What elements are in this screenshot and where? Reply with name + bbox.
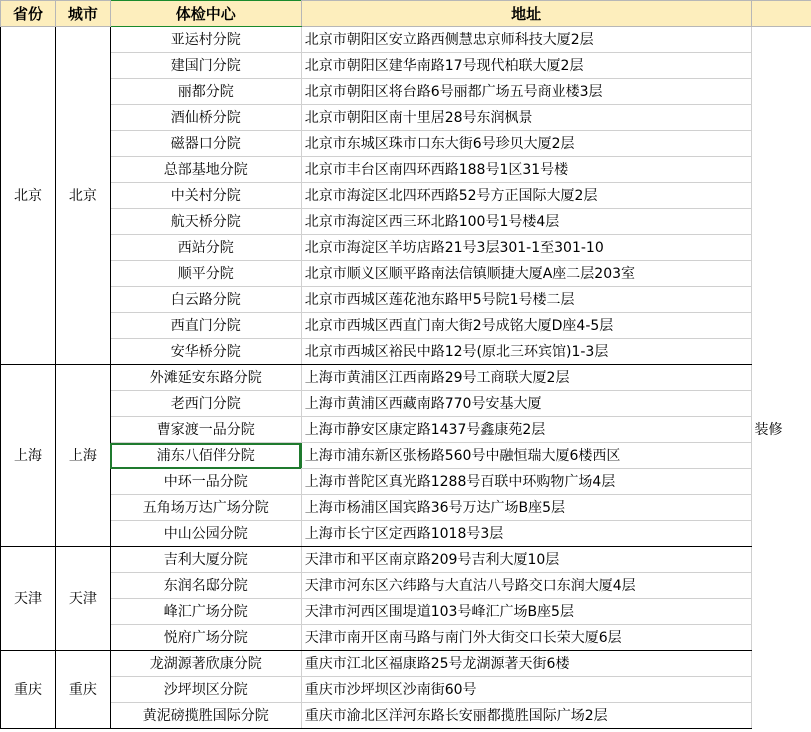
address-cell[interactable]: 北京市海淀区西三环北路100号1号楼4层 [301, 209, 751, 235]
city-cell[interactable]: 天津 [55, 547, 110, 651]
table-row [1, 157, 811, 183]
header-row [1, 1, 811, 27]
empty-cell[interactable] [751, 391, 811, 417]
selected-cell[interactable]: 浦东八佰伴分院 [110, 443, 301, 469]
table-row [1, 469, 811, 495]
table-row [1, 391, 811, 417]
empty-cell[interactable] [751, 677, 811, 703]
table-row [1, 443, 811, 469]
table-row [1, 677, 811, 703]
address-cell[interactable]: 上海市杨浦区国宾路36号万达广场B座5层 [301, 495, 751, 521]
table-row [1, 625, 811, 651]
center-name-cell[interactable]: 峰汇广场分院 [110, 599, 301, 625]
address-cell[interactable]: 天津市河西区围堤道103号峰汇广场B座5层 [301, 599, 751, 625]
empty-cell[interactable] [751, 53, 811, 79]
center-name-cell[interactable]: 顺平分院 [110, 261, 301, 287]
province-cell[interactable]: 重庆 [1, 651, 56, 729]
address-cell[interactable]: 北京市朝阳区建华南路17号现代柏联大厦2层 [301, 53, 751, 79]
table-row [1, 235, 811, 261]
table-row [1, 573, 811, 599]
header-address[interactable]: 地址 [301, 1, 751, 27]
address-cell[interactable]: 重庆市江北区福康路25号龙湖源著天街6楼 [301, 651, 751, 677]
address-cell[interactable]: 北京市西城区裕民中路12号(原北三环宾馆)1-3层 [301, 339, 751, 365]
center-name-cell[interactable]: 西直门分院 [110, 313, 301, 339]
center-name-cell[interactable]: 吉利大厦分院 [110, 547, 301, 573]
center-name-cell[interactable]: 亚运村分院 [110, 27, 301, 53]
empty-cell[interactable] [751, 365, 811, 391]
address-cell[interactable]: 上海市普陀区真光路1288号百联中环购物广场4层 [301, 469, 751, 495]
empty-cell[interactable] [751, 547, 811, 573]
empty-cell[interactable] [751, 131, 811, 157]
empty-cell[interactable] [751, 625, 811, 651]
empty-cell[interactable] [751, 495, 811, 521]
address-cell[interactable]: 上海市黄浦区江西南路29号工商联大厦2层 [301, 365, 751, 391]
address-cell[interactable]: 上海市长宁区定西路1018号3层 [301, 521, 751, 547]
table-row [1, 313, 811, 339]
table-row [1, 261, 811, 287]
table-row [1, 703, 811, 729]
center-name-cell[interactable]: 白云路分院 [110, 287, 301, 313]
address-cell[interactable]: 北京市东城区珠市口东大街6号珍贝大厦2层 [301, 131, 751, 157]
empty-cell[interactable] [751, 703, 811, 729]
empty-cell[interactable] [751, 27, 811, 53]
table-row [1, 547, 811, 573]
table-row [1, 27, 811, 53]
header-center[interactable]: 体检中心 [110, 1, 301, 27]
table-row [1, 287, 811, 313]
address-cell[interactable]: 北京市海淀区羊坊店路21号3层301-1至301-10 [301, 235, 751, 261]
address-cell[interactable]: 北京市朝阳区南十里居28号东润枫景 [301, 105, 751, 131]
empty-cell[interactable] [751, 235, 811, 261]
center-name-cell[interactable]: 航天桥分院 [110, 209, 301, 235]
empty-cell[interactable] [751, 469, 811, 495]
center-name-cell[interactable]: 沙坪坝区分院 [110, 677, 301, 703]
address-cell[interactable]: 北京市朝阳区将台路6号丽都广场五号商业楼3层 [301, 79, 751, 105]
center-name-cell[interactable]: 总部基地分院 [110, 157, 301, 183]
empty-cell[interactable] [751, 105, 811, 131]
header-province[interactable]: 省份 [1, 1, 56, 27]
center-name-cell[interactable]: 黄泥磅揽胜国际分院 [110, 703, 301, 729]
center-name-cell[interactable]: 中山公园分院 [110, 521, 301, 547]
table-row [1, 131, 811, 157]
empty-cell[interactable] [751, 287, 811, 313]
table-row [1, 209, 811, 235]
center-name-cell[interactable]: 悦府广场分院 [110, 625, 301, 651]
header-city[interactable]: 城市 [55, 1, 110, 27]
empty-cell[interactable] [751, 573, 811, 599]
address-cell[interactable]: 天津市河东区六纬路与大直沽八号路交口东润大厦4层 [301, 573, 751, 599]
table-row [1, 651, 811, 677]
center-name-cell[interactable]: 龙湖源著欣康分院 [110, 651, 301, 677]
table-body [1, 27, 811, 729]
center-name-cell[interactable]: 磁器口分院 [110, 131, 301, 157]
center-name-cell[interactable]: 中关村分院 [110, 183, 301, 209]
address-cell[interactable]: 北京市丰台区南四环西路188号1区31号楼 [301, 157, 751, 183]
address-cell[interactable]: 上海市黄浦区西藏南路770号安基大厦 [301, 391, 751, 417]
table-row [1, 417, 811, 443]
table-row [1, 365, 811, 391]
address-cell[interactable]: 重庆市沙坪坝区沙南街60号 [301, 677, 751, 703]
empty-cell[interactable] [751, 443, 811, 469]
empty-cell[interactable] [751, 651, 811, 677]
table-row [1, 53, 811, 79]
note-cell[interactable]: 装修 [754, 421, 783, 438]
center-name-cell[interactable]: 五角场万达广场分院 [110, 495, 301, 521]
city-cell[interactable]: 重庆 [55, 651, 110, 729]
center-name-cell[interactable]: 老西门分院 [110, 391, 301, 417]
address-cell[interactable]: 北京市朝阳区安立路西侧慧忠京师科技大厦2层 [301, 27, 751, 53]
center-name-cell[interactable]: 西站分院 [110, 235, 301, 261]
empty-cell[interactable] [751, 183, 811, 209]
province-cell[interactable]: 天津 [1, 547, 56, 651]
center-name-cell[interactable]: 建国门分院 [110, 53, 301, 79]
empty-cell[interactable] [751, 209, 811, 235]
empty-cell[interactable] [751, 157, 811, 183]
empty-cell[interactable] [751, 313, 811, 339]
empty-cell[interactable] [751, 339, 811, 365]
empty-cell[interactable] [751, 599, 811, 625]
center-name-cell[interactable]: 曹家渡一品分院 [110, 417, 301, 443]
table-row [1, 599, 811, 625]
header-extra-cell[interactable] [751, 1, 811, 27]
address-cell[interactable]: 北京市西城区莲花池东路甲5号院1号楼二层 [301, 287, 751, 313]
address-cell[interactable]: 天津市南开区南马路与南门外大街交口长荣大厦6层 [301, 625, 751, 651]
empty-cell[interactable] [751, 79, 811, 105]
city-cell[interactable]: 上海 [55, 365, 110, 547]
address-cell[interactable]: 北京市西城区西直门南大街2号成铭大厦D座4-5层 [301, 313, 751, 339]
center-name-cell[interactable]: 丽都分院 [110, 79, 301, 105]
empty-cell[interactable] [751, 261, 811, 287]
address-cell[interactable]: 北京市顺义区顺平路南法信镇顺捷大厦A座二层203室 [301, 261, 751, 287]
province-cell[interactable]: 北京 [1, 27, 56, 365]
table-row [1, 79, 811, 105]
address-cell[interactable]: 重庆市渝北区洋河东路长安丽都揽胜国际广场2层 [301, 703, 751, 729]
center-name-cell[interactable]: 东润名邸分院 [110, 573, 301, 599]
center-name-cell[interactable]: 安华桥分院 [110, 339, 301, 365]
city-cell[interactable]: 北京 [55, 27, 110, 365]
table-row [1, 495, 811, 521]
center-name-cell[interactable]: 中环一品分院 [110, 469, 301, 495]
table-row [1, 339, 811, 365]
address-cell[interactable]: 天津市和平区南京路209号吉利大厦10层 [301, 547, 751, 573]
center-name-cell[interactable]: 外滩延安东路分院 [110, 365, 301, 391]
address-cell[interactable]: 北京市海淀区北四环西路52号方正国际大厦2层 [301, 183, 751, 209]
table-row [1, 521, 811, 547]
table-row [1, 105, 811, 131]
address-cell[interactable]: 上海市浦东新区张杨路560号中融恒瑞大厦6楼西区 [301, 443, 751, 469]
empty-cell[interactable] [751, 521, 811, 547]
table-row [1, 183, 811, 209]
center-name-cell[interactable]: 酒仙桥分院 [110, 105, 301, 131]
province-cell[interactable]: 上海 [1, 365, 56, 547]
address-cell[interactable]: 上海市静安区康定路1437号鑫康苑2层 [301, 417, 751, 443]
